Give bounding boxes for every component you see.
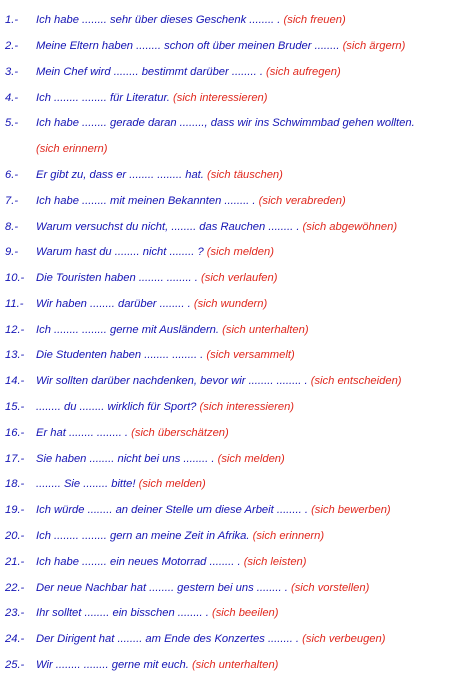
verb-hint: (sich leisten) [243,556,307,568]
exercise-number: 18.- [5,478,25,490]
verb-hint: (sich melden) [206,246,274,258]
exercise-sentence [36,321,309,339]
exercise-sentence [36,398,294,416]
exercise-row-21 [0,553,466,571]
exercise-row-4 [0,89,466,107]
exercise-row-5-continued [0,140,466,158]
exercise-number: 11.- [5,298,24,310]
exercise-sentence [36,579,369,597]
exercise-number: 7.- [5,195,19,207]
exercise-number: 24.- [5,633,25,645]
exercise-row-7 [0,192,466,210]
exercise-text: Warum hast du ........ nicht ........ ? [36,246,207,258]
exercise-row-9 [0,243,466,261]
verb-hint: (sich melden) [217,453,285,465]
exercise-row-16 [0,424,466,442]
exercise-sentence [36,475,206,493]
exercise-text: Wir ........ ........ gerne mit euch. [36,659,192,671]
exercise-row-13 [0,346,466,364]
exercise-text: Ihr solltet ........ ein bisschen ........ . [36,607,212,619]
exercise-text: Ich habe ........ mit meinen Bekannten ........ . [36,195,259,207]
exercise-number: 9.- [5,246,19,258]
exercise-sentence [36,630,385,648]
verb-hint: (sich interessieren) [173,92,268,104]
exercise-text: Warum versuchst du nicht, ........ das Rauchen ........ . [36,221,303,233]
exercise-sentence [36,114,415,132]
exercise-sentence [36,424,229,442]
exercise-sentence [36,89,268,107]
exercise-number: 15.- [5,401,25,413]
exercise-sentence [36,553,307,571]
exercise-number: 17.- [5,453,25,465]
exercise-text: Die Studenten haben ........ ........ . [36,349,207,361]
exercise-row-5 [0,114,466,132]
verb-hint: (sich ärgern) [342,40,406,52]
verb-hint: (sich wundern) [193,298,268,310]
exercise-number: 1.- [5,14,19,26]
verb-hint: (sich erinnern) [36,143,108,155]
exercise-number: 10.- [5,272,25,284]
exercise-row-1 [0,11,466,29]
exercise-sentence [36,604,279,622]
exercise-row-20 [0,527,466,545]
exercise-sentence [36,243,274,261]
exercise-row-23 [0,604,466,622]
exercise-row-18 [0,475,466,493]
verb-hint: (sich freuen) [283,14,346,26]
exercise-row-12 [0,321,466,339]
verb-hint: (sich unterhalten) [191,659,279,671]
exercise-row-8 [0,218,466,236]
verb-hint: (sich verbeugen) [302,633,386,645]
exercise-sentence [36,37,405,55]
verb-hint: (sich erinnern) [252,530,325,542]
verb-hint: (sich täuschen) [207,169,283,181]
exercise-text: Er hat ........ ........ . [36,427,132,439]
exercise-sentence [36,450,285,468]
exercise-row-15 [0,398,466,416]
exercise-sentence [36,166,283,184]
exercise-text: Er gibt zu, dass er ........ ........ hat. [36,169,207,181]
exercise-row-3 [0,63,466,81]
verb-hint: (sich abgewöhnen) [302,221,398,233]
exercise-row-6 [0,166,466,184]
verb-hint: (sich entscheiden) [310,375,402,387]
exercise-text: Wir haben ........ darüber ........ . [36,298,194,310]
exercise-text: ........ du ........ wirklich für Sport? [36,401,200,413]
exercise-sentence [36,295,267,313]
exercise-sentence [36,656,278,674]
exercise-number: 19.- [5,504,25,516]
exercise-number: 16.- [5,427,25,439]
verb-hint: (sich vorstellen) [290,582,370,594]
exercise-number: 4.- [5,92,19,104]
exercise-text: Ich würde ........ an deiner Stelle um diese Arbeit ........ . [36,504,312,516]
exercise-number: 14.- [5,375,25,387]
exercise-sentence [36,346,295,364]
verb-hint: (sich unterhalten) [222,324,309,336]
exercise-row-2 [0,37,466,55]
exercise-row-14 [0,372,466,390]
exercise-row-25 [0,656,466,674]
exercise-text: Ich habe ........ ein neues Motorrad ........ . [36,556,244,568]
exercise-row-10 [0,269,466,287]
exercise-text: Die Touristen haben ........ ........ . [36,272,201,284]
exercise-text: Ich ........ ........ für Literatur. [36,92,173,104]
exercise-text: Ich habe ........ gerade daran ........, dass wir ins Schwimmbad gehen wollten. [36,117,415,129]
exercise-sentence [36,192,346,210]
exercise-number: 12.- [5,324,25,336]
exercise-text: Meine Eltern haben ........ schon oft über meinen Bruder ........ [36,40,343,52]
exercise-row-17 [0,450,466,468]
exercise-sentence [36,11,346,29]
verb-hint: (sich aufregen) [266,66,341,78]
exercise-number: 25.- [5,659,25,671]
exercise-text: Ich ........ ........ gern an meine Zeit in Afrika. [36,530,253,542]
exercise-row-22 [0,579,466,597]
exercise-number: 6.- [5,169,19,181]
verb-hint: (sich verlaufen) [201,272,278,284]
verb-hint: (sich überschätzen) [131,427,229,439]
exercise-number: 3.- [5,66,19,78]
exercise-number: 2.- [5,40,19,52]
exercise-text: Der Dirigent hat ........ am Ende des Konzertes ........ . [36,633,303,645]
exercise-number: 5.- [5,117,19,129]
exercise-row-24 [0,630,466,648]
exercise-number: 22.- [5,582,25,594]
exercise-sentence [36,269,277,287]
verb-hint: (sich interessieren) [199,401,295,413]
exercise-number: 13.- [5,349,25,361]
exercise-sentence [36,501,391,519]
exercise-text: Der neue Nachbar hat ........ gestern bei uns ........ . [36,582,291,594]
exercise-sentence [36,527,324,545]
exercise-number: 21.- [5,556,25,568]
exercise-number: 23.- [5,607,25,619]
exercise-text: Ich ........ ........ gerne mit Ausländern. [36,324,223,336]
exercise-sentence [36,63,341,81]
exercise-text: ........ Sie ........ bitte! [36,478,139,490]
exercise-sentence [36,372,402,390]
verb-hint: (sich beeilen) [211,607,279,619]
verb-hint: (sich melden) [138,478,206,490]
exercise-number: 8.- [5,221,19,233]
exercise-text: Sie haben ........ nicht bei uns ........ . [36,453,218,465]
exercise-text: Ich habe ........ sehr über dieses Geschenk ........ . [36,14,284,26]
exercise-text: Wir sollten darüber nachdenken, bevor wir ........ ........ . [36,375,311,387]
verb-hint: (sich versammelt) [206,349,295,361]
exercise-row-19 [0,501,466,519]
exercise-row-11 [0,295,466,313]
verb-hint: (sich verabreden) [258,195,346,207]
exercise-sentence [36,140,108,158]
exercise-text: Mein Chef wird ........ bestimmt darüber ........ . [36,66,267,78]
verb-hint: (sich bewerben) [311,504,391,516]
exercise-sentence [36,218,397,236]
exercise-number: 20.- [5,530,25,542]
